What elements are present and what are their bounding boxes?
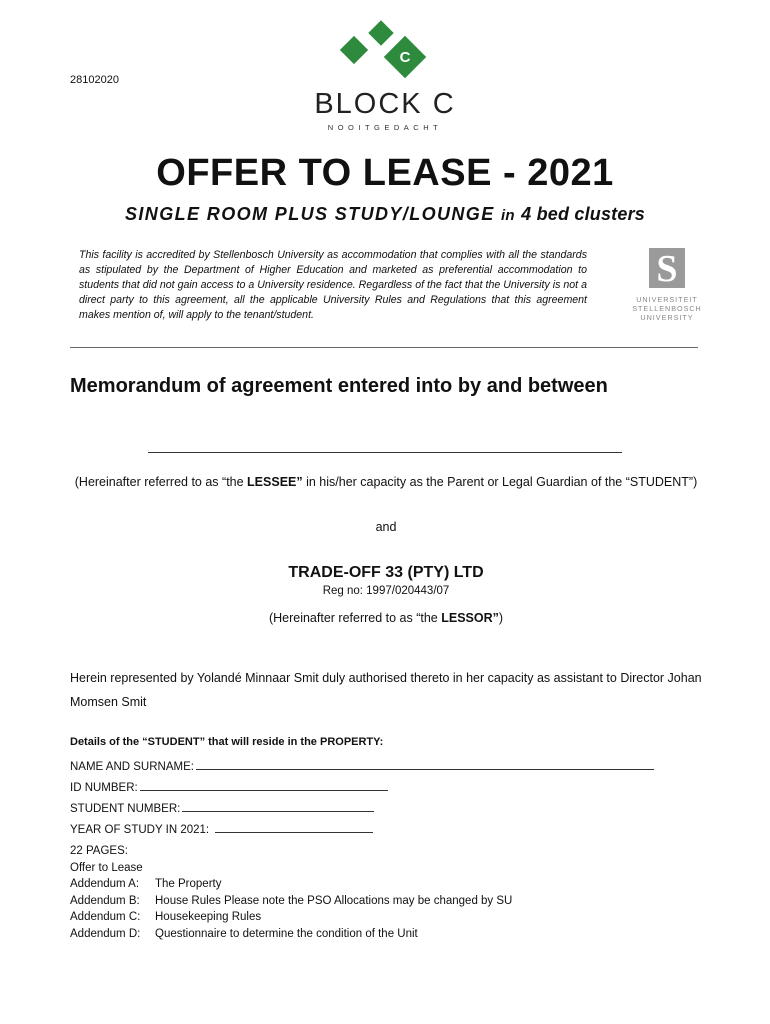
company-name: TRADE-OFF 33 (PTY) LTD (288, 564, 484, 581)
id-number-field[interactable] (70, 779, 388, 794)
lessee-suffix: in his/her capacity as the Parent or Legal Guardian of the “STUDENT”) (302, 475, 698, 489)
su-logo-letter: S (656, 248, 678, 288)
pages-list (70, 843, 512, 942)
lessor-label: LESSOR” (441, 611, 499, 625)
lessee-prefix: (Hereinafter referred to as “the (74, 475, 248, 489)
addendum-d: Addendum D: Questionnaire to determine the condition of the Unit (70, 927, 418, 940)
student-number-field[interactable] (70, 800, 374, 815)
student-number-label: STUDENT NUMBER: (70, 803, 181, 815)
name-surname-label: NAME AND SURNAME: (70, 761, 194, 773)
lessee-description (66, 474, 706, 490)
registration-number: Reg no: 1997/020443/07 (322, 585, 450, 597)
year-of-study-label: YEAR OF STUDY IN 2021: (70, 824, 210, 836)
year-of-study-blank[interactable] (215, 821, 373, 833)
block-c-logo-mark (336, 18, 436, 91)
addendum-c: Addendum C: Housekeeping Rules (70, 911, 262, 923)
su-logo-line2: STELLENBOSCH (632, 304, 702, 313)
and-connector: and (375, 520, 397, 534)
document-number: 28102020 (70, 74, 119, 86)
offer-to-lease-item: Offer to Lease (70, 861, 143, 874)
year-of-study-field[interactable] (70, 821, 373, 836)
representation-paragraph: Herein represented by Yolandé Minnaar Smit duly authorised thereto in her capacity as assistant to Director Johan Momsen Smit (70, 671, 702, 709)
su-logo-line3: UNIVERSITY (640, 313, 694, 322)
logo-mark-letter: C (399, 49, 411, 66)
id-number-label: ID NUMBER: (70, 782, 138, 794)
lessor-description (66, 610, 706, 626)
name-surname-field[interactable] (70, 758, 654, 773)
su-logo-line1: UNIVERSITEIT (636, 295, 698, 304)
memorandum-heading: Memorandum of agreement entered into by and between (70, 375, 608, 397)
lessor-prefix: (Hereinafter referred to as “the (268, 611, 442, 625)
accreditation-paragraph: This facility is accredited by Stellenbosch University as accommodation that complies with all the standards as stipulated by the Department of Higher Education and marketed as preferential accommodation to students that did not gain access to a University residence. Regardless of the fact that the University is not a direct party to this agreement, all the applicable University Rules and Regulations that this agreement makes mention of, will apply to the tenant/student. (79, 249, 587, 321)
lessor-suffix: ) (498, 611, 504, 625)
subtitle-room-type: SINGLE ROOM PLUS STUDY/LOUNGE (124, 204, 495, 224)
subtitle-in: in (501, 207, 515, 224)
pages-heading: 22 PAGES: (70, 845, 128, 857)
document-title: OFFER TO LEASE - 2021 (156, 152, 614, 194)
student-details-heading: Details of the “STUDENT” that will reside in the PROPERTY: (70, 736, 384, 748)
block-c-logo-subtitle: NOOITGEDACHT (327, 123, 443, 132)
stellenbosch-university-logo (625, 248, 709, 322)
block-c-logo-text: BLOCK C (314, 88, 456, 120)
addendum-b: Addendum B: House Rules Please note the PSO Allocations may be changed by SU (70, 894, 513, 907)
document-subtitle (0, 204, 770, 225)
addendum-a: Addendum A: The Property (70, 878, 222, 890)
student-number-blank[interactable] (182, 800, 374, 812)
horizontal-divider (70, 347, 698, 348)
name-surname-blank[interactable] (196, 758, 654, 770)
lessee-label: LESSEE” (247, 475, 303, 489)
subtitle-clusters: 4 bed clusters (521, 204, 646, 224)
id-number-blank[interactable] (140, 779, 388, 791)
lessee-name-blank-line (148, 452, 622, 453)
